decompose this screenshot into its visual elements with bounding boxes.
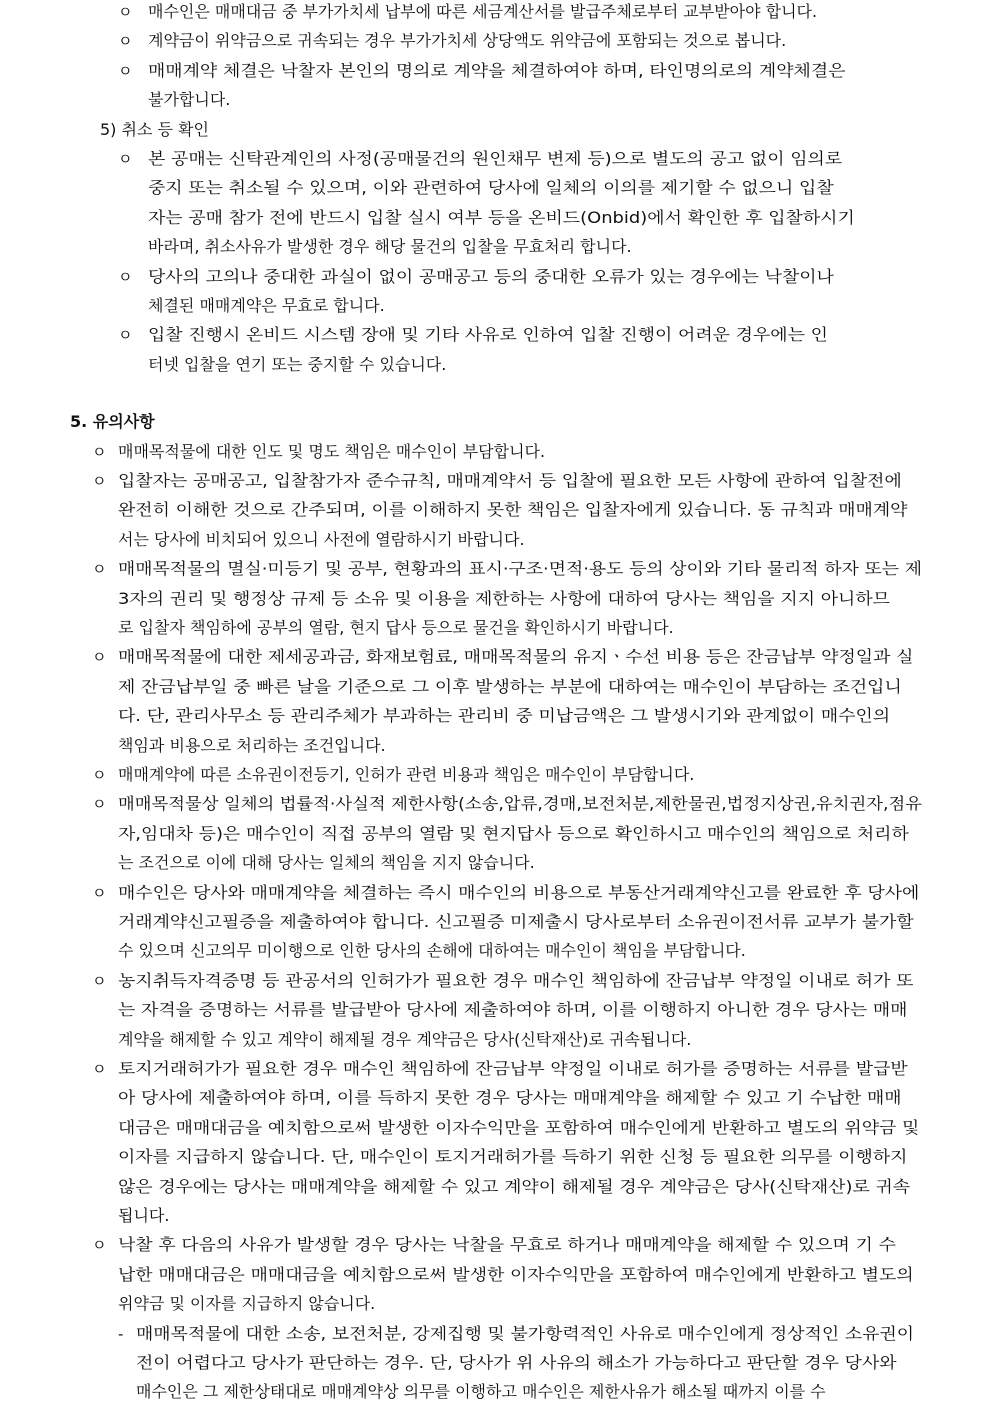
text-line: 자,임대차 등)은 매수인이 직접 공부의 열람 및 현지답사 등으로 확인하시고 매수인의 책임으로 처리하 <box>118 823 909 843</box>
list-item <box>0 441 992 470</box>
circle-bullet-icon: ㅇ <box>92 971 107 990</box>
text-line: 바라며, 취소사유가 발생한 경우 해당 물건의 입찰을 무효처리 합니다. <box>148 237 632 257</box>
text-line: 않은 경우에는 당사는 매매계약을 해제할 수 있고 계약이 해제될 경우 계약금은 당사(신탁재산)로 귀속 <box>118 1176 911 1196</box>
text-line: 다. 단, 관리사무소 등 관리주체가 부과하는 관리비 중 미납금액은 그 발생시기와 관계없이 매수인의 <box>118 706 891 726</box>
text-line: 불가합니다. <box>148 90 231 110</box>
circle-bullet-icon: ㅇ <box>118 3 133 21</box>
text-line: 체결된 매매계약은 무효로 합니다. <box>148 295 385 315</box>
list-item <box>0 1 992 30</box>
text-line: 아 당사에 제출하여야 하며, 이를 득하지 못한 경우 당사는 매매계약을 해제할 수 있고 기 수납한 매매 <box>118 1088 902 1108</box>
text-line: 제 잔금납부일 중 빠른 날을 기준으로 그 이후 발생하는 부분에 대하여는 매수인이 부담하는 조건입니 <box>118 676 902 696</box>
text-line: 는 자격을 증명하는 서류를 발급받아 당사에 제출하여야 하며, 이를 이행하지 아니한 경우 당사는 매매 <box>118 1000 908 1020</box>
text-line: 당사의 고의나 중대한 과실이 없이 공매공고 등의 중대한 오류가 있는 경우에는 낙찰이나 <box>148 266 834 286</box>
text-line: 납한 매매대금은 매매대금을 예치함으로써 발생한 이자수익만을 포함하여 매수인에게 반환하고 별도의 <box>118 1264 914 1284</box>
circle-bullet-icon: ㅇ <box>92 765 107 784</box>
circle-bullet-icon: ㅇ <box>92 442 107 461</box>
list-item <box>0 266 992 325</box>
list-item <box>0 470 992 558</box>
text-line: 계약을 해제할 수 있고 계약이 해제될 경우 계약금은 당사(신탁재산)로 귀속됩니다. <box>118 1029 692 1049</box>
circle-bullet-icon: ㅇ <box>92 1059 107 1078</box>
list-item <box>0 60 992 119</box>
text-line: 매수인은 그 제한상태대로 매매계약상 의무를 이행하고 매수인은 제한사유가 해소될 때까지 이를 수 <box>136 1382 826 1402</box>
circle-bullet-icon: ㅇ <box>92 560 107 579</box>
circle-bullet-icon: ㅇ <box>118 32 133 51</box>
circle-bullet-icon: ㅇ <box>118 267 133 286</box>
text-line: 매수인은 매매대금 중 부가가치세 납부에 따른 세금계산서를 발급주체로부터 교부받아야 합니다. <box>148 2 818 21</box>
list-item <box>0 1323 992 1411</box>
text-line: 매매목적물에 대한 제세공과금, 화재보험료, 매매목적물의 유지ㆍ수선 비용 등은 잔금납부 약정일과 실 <box>118 647 914 667</box>
list-item <box>0 764 992 793</box>
list-item <box>0 1234 992 1322</box>
text-line: 위약금 및 이자를 지급하지 않습니다. <box>118 1294 376 1314</box>
circle-bullet-icon: ㅇ <box>92 471 107 490</box>
dash-bullet: - <box>118 1324 124 1343</box>
text-line: 낙찰 후 다음의 사유가 발생할 경우 당사는 낙찰을 무효로 하거나 매매계약을 해제할 수 있으며 기 수 <box>118 1235 896 1255</box>
circle-bullet-icon: ㅇ <box>118 61 133 80</box>
text-line: 는 조건으로 이에 대해 당사는 일체의 책임을 지지 않습니다. <box>118 853 535 873</box>
text-line: 책임과 비용으로 처리하는 조건입니다. <box>118 735 386 755</box>
text-line: 토지거래허가가 필요한 경우 매수인 책임하에 잔금납부 약정일 이내로 허가를 증명하는 서류를 발급받 <box>118 1058 908 1078</box>
text-line: 매매목적물상 일체의 법률적·사실적 제한사항(소송,압류,경매,보전처분,제한물권,법정지상권,유치권자,점유 <box>118 794 922 814</box>
text-line: 농지취득자격증명 등 관공서의 인허가가 필요한 경우 매수인 책임하에 잔금납부 약정일 이내로 허가 또 <box>118 970 914 990</box>
text-line: 매매목적물에 대한 소송, 보전처분, 강제집행 및 불가항력적인 사유로 매수인에게 정상적인 소유권이 <box>136 1323 915 1343</box>
text-line: 완전히 이해한 것으로 간주되며, 이를 이해하지 못한 책임은 입찰자에게 있습니다. 동 규칙과 매매계약 <box>118 500 908 520</box>
text-line: 매매계약에 따른 소유권이전등기, 인허가 관련 비용과 책임은 매수인이 부담합니다. <box>118 764 695 784</box>
list-item <box>0 148 992 266</box>
text-line: 로 입찰자 책임하에 공부의 열람, 현지 답사 등으로 물건을 확인하시기 바랍니다. <box>118 617 674 637</box>
text-line: 이자를 지급하지 않습니다. 단, 매수인이 토지거래허가를 득하기 위한 신청 등 필요한 의무를 이행하지 <box>118 1147 908 1167</box>
text-line: 매수인은 당사와 매매계약을 체결하는 즉시 매수인의 비용으로 부동산거래계약신고를 완료한 후 당사에 <box>118 882 920 902</box>
circle-bullet-icon: ㅇ <box>92 1236 107 1255</box>
text-line: 서는 당사에 비치되어 있으니 사전에 열람하시기 바랍니다. <box>118 529 525 549</box>
circle-bullet-icon: ㅇ <box>118 150 133 168</box>
list-item <box>0 558 992 646</box>
text-line: 매매목적물의 멸실·미등기 및 공부, 현황과의 표시·구조·면적·용도 등의 상이와 기타 물리적 하자 또는 제 <box>118 559 922 579</box>
text-line: 본 공매는 신탁관계인의 사정(공매물건의 원인채무 변제 등)으로 별도의 공고 없이 임의로 <box>148 149 843 168</box>
text-line: 입찰자는 공매공고, 입찰참가자 준수규칙, 매매계약서 등 입찰에 필요한 모든 사항에 관하여 입찰전에 <box>118 470 902 490</box>
section-heading: 5. 유의사항 <box>70 412 155 432</box>
circle-bullet-icon: ㅇ <box>118 326 133 345</box>
text-line: 터넷 입찰을 연기 또는 중지할 수 있습니다. <box>148 354 447 374</box>
text-line: 거래계약신고필증을 제출하여야 합니다. 신고필증 미제출시 당사로부터 소유권이전서류 교부가 불가할 <box>118 911 914 931</box>
text-line: 수 있으며 신고의무 미이행으로 인한 당사의 손해에 대하여는 매수인이 책임을 부담합니다. <box>118 941 746 961</box>
text-line: 입찰 진행시 온비드 시스템 장애 및 기타 사유로 인하여 입찰 진행이 어려운 경우에는 인 <box>148 325 828 345</box>
list-item <box>0 1058 992 1234</box>
list-item <box>0 646 992 764</box>
list-item <box>0 793 992 881</box>
text-line: 3자의 권리 및 행정상 규제 등 소유 및 이용을 제한하는 사항에 대하여 당사는 책임을 지지 아니하므 <box>118 588 890 608</box>
list-item <box>0 882 992 970</box>
circle-bullet-icon: ㅇ <box>92 883 107 902</box>
text-line: 대금은 매매대금을 예치함으로써 발생한 이자수익만을 포함하여 매수인에게 반환하고 별도의 위약금 및 <box>118 1117 920 1137</box>
text-line: 됩니다. <box>118 1205 170 1225</box>
text-line: 전이 어렵다고 당사가 판단하는 경우. 단, 당사가 위 사유의 해소가 가능하다고 판단할 경우 당사와 <box>136 1352 897 1372</box>
list-item <box>0 970 992 1058</box>
text-line: 매매계약 체결은 낙찰자 본인의 명의로 계약을 체결하여야 하며, 타인명의로의 계약체결은 <box>148 60 846 80</box>
subsection-title: 5) 취소 등 확인 <box>100 119 209 139</box>
text-line: 중지 또는 취소될 수 있으며, 이와 관련하여 당사에 일체의 이의를 제기할 수 없으니 입찰 <box>148 178 834 198</box>
text-line: 계약금이 위약금으로 귀속되는 경우 부가가치세 상당액도 위약금에 포함되는 것으로 봅니다. <box>148 31 787 51</box>
text-line: 매매목적물에 대한 인도 및 명도 책임은 매수인이 부담합니다. <box>118 441 546 461</box>
text-line: 자는 공매 참가 전에 반드시 입찰 실시 여부 등을 온비드(Onbid)에서 확인한 후 입찰하시기 <box>148 207 855 227</box>
circle-bullet-icon: ㅇ <box>92 648 107 667</box>
circle-bullet-icon: ㅇ <box>92 795 107 814</box>
list-item <box>0 324 992 383</box>
list-item <box>0 30 992 59</box>
